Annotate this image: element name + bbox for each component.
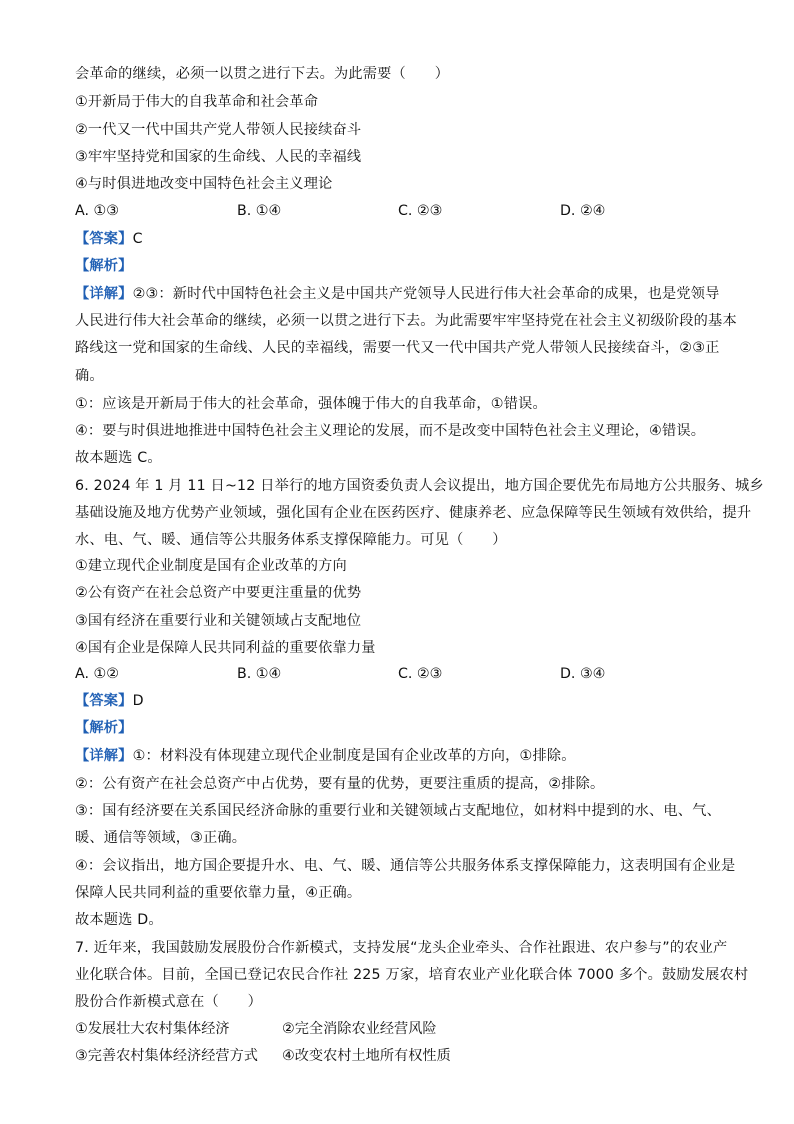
q6-option-d: D. ③④	[560, 666, 606, 682]
q6-stem-2: 基础设施及地方优势产业领域，强化国有企业在医药医疗、健康养老、应急保障等民生领域有效供给，提升	[75, 505, 752, 521]
q7-statement-4: ④改变农村土地所有权性质	[282, 1048, 451, 1064]
q6-detail-4: 暖、通信等领域，③正确。	[75, 830, 247, 846]
q5-detail-6: ④：要与时俱进地推进中国特色社会主义理论的发展，而不是改变中国特色社会主义理论，④错误。	[75, 423, 706, 439]
q5-option-a: A. ①③	[75, 203, 119, 219]
q6-detail-2: ②：公有资产在社会总资产中占优势，要有量的优势，更要注重质的提高，②排除。	[75, 776, 605, 792]
answer-tag: 【答案】	[75, 231, 133, 247]
detail-tag: 【详解】	[75, 286, 133, 302]
q5-analysis-tag: 【解析】	[75, 258, 133, 274]
q6-statement-3: ③国有经济在重要行业和关键领域占支配地位	[75, 613, 362, 629]
answer-tag: 【答案】	[75, 693, 133, 709]
q6-statement-2: ②公有资产在社会总资产中要更注重量的优势	[75, 585, 362, 601]
q6-stem-3: 水、电、气、暖、通信等公共服务体系支撑保障能力。可见（ ）	[75, 532, 507, 548]
q5-option-c: C. ②③	[398, 203, 443, 219]
q5-detail-2: 人民进行伟大社会革命的继续，必须一以贯之进行下去。为此需要牢牢坚持党在社会主义初级阶段的基本	[75, 313, 737, 329]
q6-option-b: B. ①④	[237, 666, 282, 682]
q7-stem-3: 股份合作新模式意在（ ）	[75, 994, 263, 1010]
q5-option-b: B. ①④	[237, 203, 282, 219]
q6-detail-7: 故本题选 D。	[75, 912, 163, 928]
q6-detail-5: ④：会议指出，地方国企要提升水、电、气、暖、通信等公共服务体系支撑保障能力，这表明国有企业是	[75, 858, 736, 874]
q6-analysis-tag: 【解析】	[75, 720, 133, 736]
q7-statement-3: ③完善农村集体经济经营方式	[75, 1048, 258, 1064]
q5-options	[75, 201, 715, 221]
q5-detail-3: 路线这一党和国家的生命线、人民的幸福线，需要一代又一代中国共产党人带领人民接续奋斗，②③正	[75, 340, 720, 356]
answer-value: D	[132, 693, 144, 709]
q5-option-d: D. ②④	[560, 203, 606, 219]
q5-statement-2: ②一代又一代中国共产党人带领人民接续奋斗	[75, 122, 362, 138]
q5-statement-3: ③牢牢坚持党和国家的生命线、人民的幸福线	[75, 149, 362, 165]
q6-options	[75, 664, 715, 684]
q6-statement-4: ④国有企业是保障人民共同利益的重要依靠力量	[75, 640, 376, 656]
q7-statements-row-2	[75, 1046, 715, 1066]
q5-detail-4: 确。	[75, 368, 104, 384]
detail-tag: 【详解】	[75, 748, 133, 764]
q5-statement-4: ④与时俱进地改变中国特色社会主义理论	[75, 176, 333, 192]
q6-stem-1: 6. 2024 年 1 月 11 日~12 日举行的地方国资委负责人会议提出，地方国企要优先布局地方公共服务、城乡	[75, 478, 764, 494]
q7-statements-row-1	[75, 1019, 715, 1039]
q7-stem-2: 业化联合体。目前，全国已登记农民合作社 225 万家，培育农业产业化联合体 7000 多个。鼓励发展农村	[75, 967, 749, 983]
q5-detail-7: 故本题选 C。	[75, 450, 162, 466]
q7-statement-1: ①发展壮大农村集体经济	[75, 1021, 230, 1037]
q5-detail-5: ①：应该是开新局于伟大的社会革命，强体魄于伟大的自我革命，①错误。	[75, 396, 547, 412]
q5-detail-1: 【详解】②③：新时代中国特色社会主义是中国共产党领导人民进行伟大社会革命的成果，也是党领导	[75, 286, 720, 302]
q5-statement-1: ①开新局于伟大的自我革命和社会革命	[75, 94, 319, 110]
q5-stem-tail: 会革命的继续，必须一以贯之进行下去。为此需要（ ）	[75, 66, 450, 82]
q6-answer	[75, 691, 144, 711]
q6-detail-3: ③：国有经济要在关系国民经济命脉的重要行业和关键领域占支配地位，如材料中提到的水、电、气、	[75, 803, 721, 819]
q6-detail-1: 【详解】①：材料没有体现建立现代企业制度是国有企业改革的方向，①排除。	[75, 748, 576, 764]
q5-answer	[75, 229, 143, 249]
q6-option-a: A. ①②	[75, 666, 119, 682]
q7-statement-2: ②完全消除农业经营风险	[282, 1021, 437, 1037]
q6-statement-1: ①建立现代企业制度是国有企业改革的方向	[75, 558, 347, 574]
q6-option-c: C. ②③	[398, 666, 443, 682]
q7-stem-1: 7. 近年来，我国鼓励发展股份合作新模式，支持发展“龙头企业牵头、合作社跟进、农户参与”的农业产	[75, 940, 728, 956]
answer-value: C	[132, 231, 143, 247]
q6-detail-6: 保障人民共同利益的重要依靠力量，④正确。	[75, 885, 362, 901]
